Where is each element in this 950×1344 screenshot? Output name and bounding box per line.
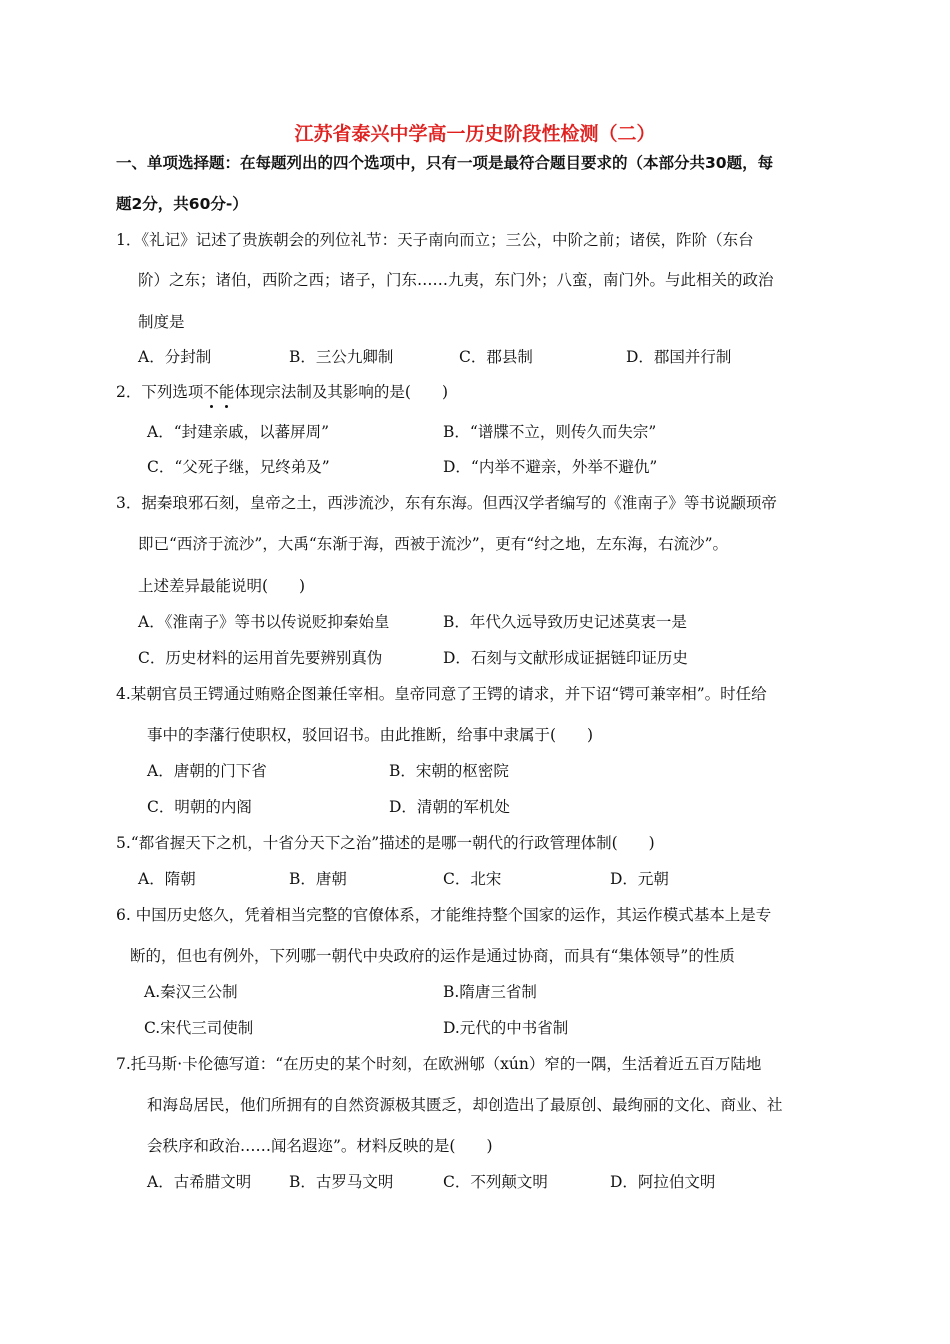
question-5-option-b: B．唐朝	[289, 870, 347, 888]
question-7-option-a: A．古希腊文明	[147, 1173, 252, 1191]
question-3-line-2: 即已“西济于流沙”，大禹“东渐于海，西被于流沙”，更有“纣之地，左东海，右流沙”。	[138, 535, 729, 553]
question-3-option-b: B．年代久远导致历史记述莫衷一是	[443, 613, 687, 631]
question-7-option-b: B．古罗马文明	[289, 1173, 394, 1191]
question-2-stem	[116, 381, 448, 403]
question-6-option-c: C.宋代三司使制	[144, 1019, 254, 1037]
question-5-option-d: D．元朝	[610, 870, 669, 888]
question-3-line-3: 上述差异最能说明( )	[138, 577, 306, 595]
question-2-option-d: D．“内举不避亲，外举不避仇”	[443, 458, 658, 476]
section-heading-line-1: 一、单项选择题：在每题列出的四个选项中，只有一项是最符合题目要求的（本部分共30题，每	[116, 154, 774, 172]
question-7-line-3: 会秩序和政治……闻名遐迩”。材料反映的是( )	[147, 1137, 493, 1155]
question-5-line-1: 5.“都省握天下之机，十省分天下之治”描述的是哪一朝代的行政管理体制( )	[116, 834, 655, 852]
question-6-option-d: D.元代的中书省制	[443, 1019, 569, 1037]
question-5-option-c: C．北宋	[443, 870, 502, 888]
question-7-option-c: C．不列颠文明	[443, 1173, 548, 1191]
emphasis-dot-char-2: 能	[218, 383, 235, 401]
question-6-option-b: B.隋唐三省制	[443, 983, 537, 1001]
question-3-option-d: D．石刻与文献形成证据链印证历史	[443, 649, 688, 667]
question-3-line-1: 3．据秦琅邪石刻，皇帝之土，西涉流沙，东有东海。但西汉学者编写的《淮南子》等书说颛顼帝	[116, 494, 777, 512]
question-4-option-a: A．唐朝的门下省	[147, 762, 267, 780]
question-7-line-1: 7.托马斯·卡伦德写道：“在历史的某个时刻，在欧洲郇（xún）窄的一隅，生活着近五百万陆地	[116, 1055, 762, 1073]
question-6-option-a: A.秦汉三公制	[144, 983, 238, 1001]
question-3-option-a: A．《淮南子》等书以传说贬抑秦始皇	[138, 613, 390, 631]
question-1-option-d: D．郡国并行制	[626, 348, 732, 366]
question-1-option-a: A．分封制	[138, 348, 212, 366]
section-heading-line-2: 题2分，共60分-）	[116, 195, 248, 213]
question-4-option-c: C．明朝的内阁	[147, 798, 252, 816]
question-2-option-b: B．“谱牒不立，则传久而失宗”	[443, 423, 657, 441]
question-4-line-2: 事中的李藩行使职权，驳回诏书。由此推断，给事中隶属于( )	[147, 726, 594, 744]
question-1-option-c: C．郡县制	[459, 348, 533, 366]
question-2-option-a: A．“封建亲戚，以蕃屏周”	[147, 423, 330, 441]
question-7-option-d: D．阿拉伯文明	[610, 1173, 716, 1191]
question-4-option-d: D．清朝的军机处	[389, 798, 510, 816]
question-1-line-3: 制度是	[138, 313, 185, 331]
question-6-line-1: 6. 中国历史悠久，凭着相当完整的官僚体系，才能维持整个国家的运作，其运作模式基本上是专	[116, 906, 772, 924]
question-2-stem-prefix: 2．下列选项	[116, 383, 204, 401]
question-6-line-2: 断的，但也有例外，下列哪一朝代中央政府的运作是通过协商，而具有“集体领导”的性质	[130, 947, 735, 965]
emphasis-dot-char-1: 不	[203, 383, 219, 401]
exam-title: 江苏省泰兴中学高一历史阶段性检测（二）	[294, 123, 656, 145]
question-4-option-b: B．宋朝的枢密院	[389, 762, 509, 780]
question-5-option-a: A．隋朝	[138, 870, 196, 888]
question-2-option-c: C．“父死子继，兄终弟及”	[147, 458, 330, 476]
question-1-line-1: 1．《礼记》记述了贵族朝会的列位礼节：天子南向而立；三公，中阶之前；诸侯，阼阶（东台	[116, 231, 754, 249]
question-2-stem-suffix: 体现宗法制及其影响的是( )	[234, 383, 449, 401]
question-3-option-c: C．历史材料的运用首先要辨别真伪	[138, 649, 383, 667]
question-1-option-b: B．三公九卿制	[289, 348, 394, 366]
question-4-line-1: 4.某朝官员王锷通过贿赂企图兼任宰相。皇帝同意了王锷的请求，并下诏“锷可兼宰相”。时任给	[116, 685, 767, 703]
question-7-line-2: 和海岛居民，他们所拥有的自然资源极其匮乏，却创造出了最原创、最绚丽的文化、商业、社	[147, 1096, 783, 1114]
question-1-line-2: 阶）之东；诸伯，西阶之西；诸子，门东……九夷，东门外；八蛮，南门外。与此相关的政治	[138, 271, 774, 289]
